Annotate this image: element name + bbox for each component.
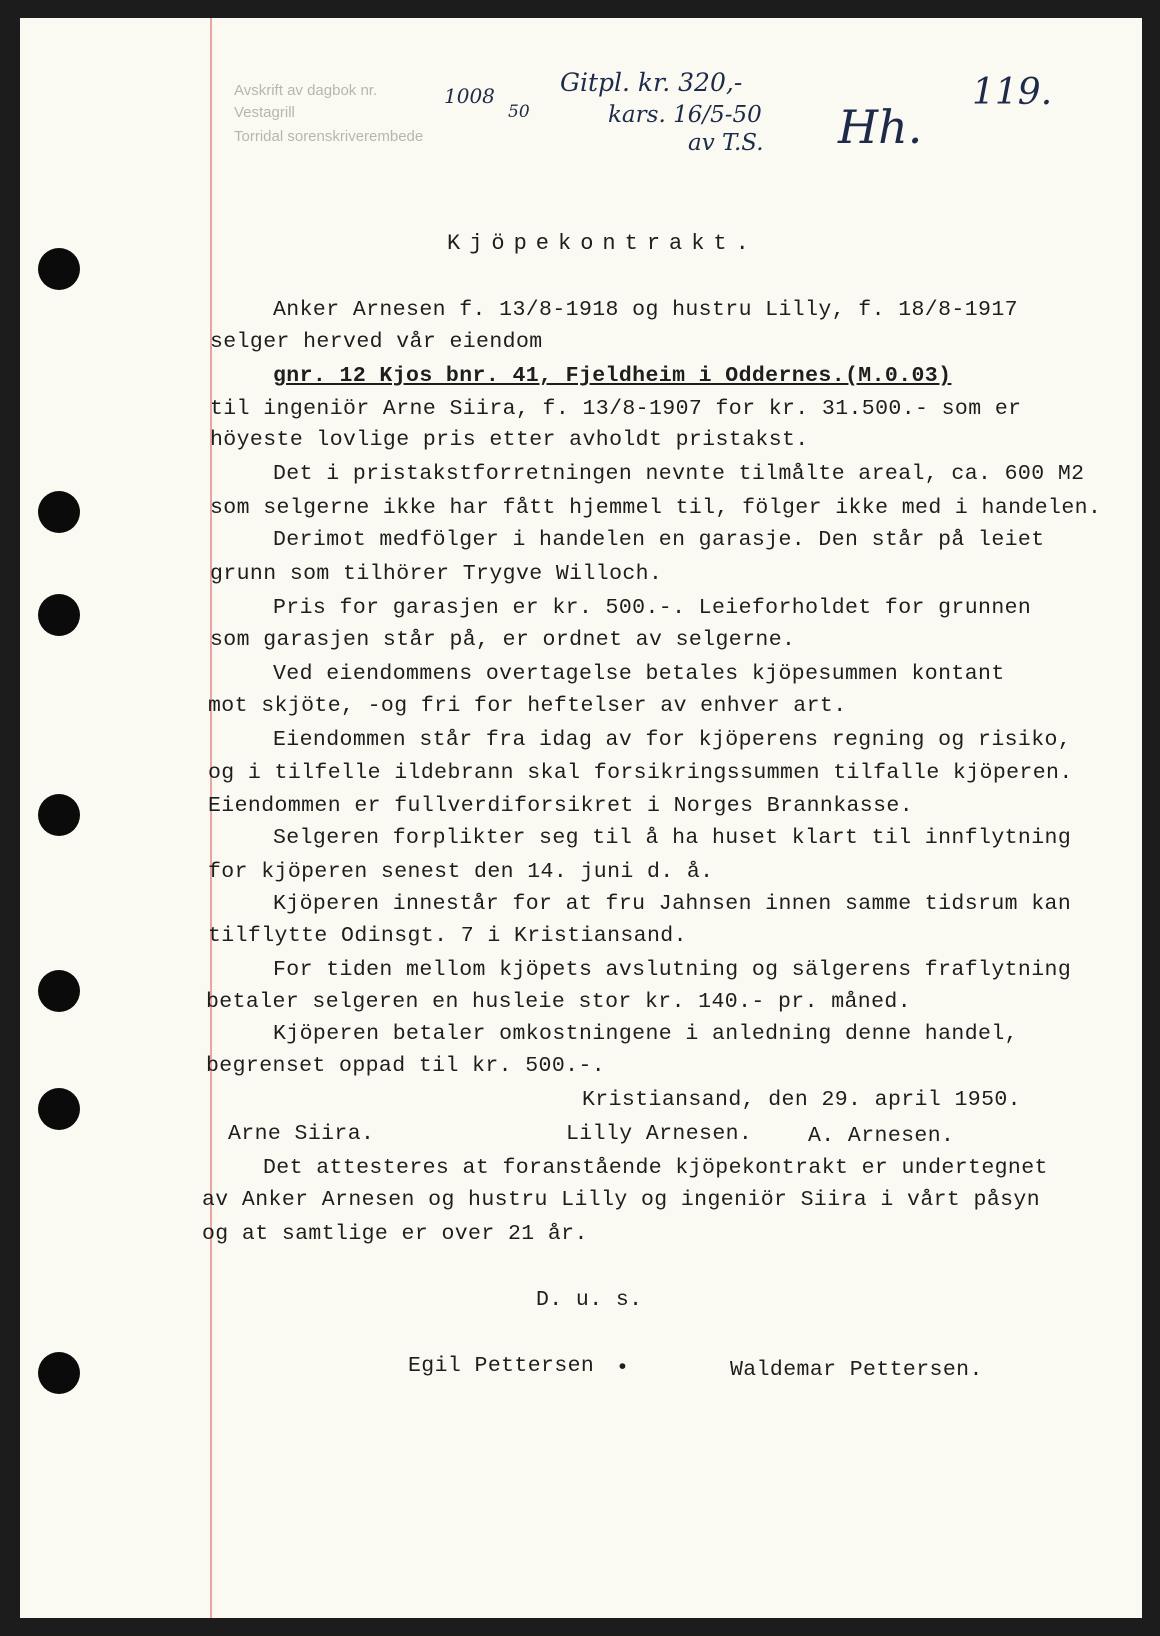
- punch-hole: [38, 794, 80, 836]
- document-page: [20, 18, 1142, 1618]
- signature-seller: Lilly Arnesen.: [566, 1122, 753, 1146]
- body-line: tilflytte Odinsgt. 7 i Kristiansand.: [208, 924, 687, 948]
- witness-signature: Egil Pettersen: [408, 1354, 595, 1378]
- body-line: Anker Arnesen f. 13/8-1918 og hustru Lilly, f. 18/8-1917: [273, 298, 1018, 322]
- punch-hole: [38, 491, 80, 533]
- body-line: og i tilfelle ildebrann skal forsikringssummen tilfalle kjöperen.: [208, 761, 1073, 785]
- page-number: 119.: [972, 72, 1053, 113]
- body-line: grunn som tilhörer Trygve Willoch.: [210, 562, 663, 586]
- punch-hole: [38, 1088, 80, 1130]
- body-line: For tiden mellom kjöpets avslutning og sälgerens fraflytning: [273, 958, 1072, 982]
- body-line: Pris for garasjen er kr. 500.-. Leieforholdet for grunnen: [273, 596, 1032, 620]
- document-title: Kjöpekontrakt.: [447, 231, 758, 256]
- punch-hole: [38, 1352, 80, 1394]
- body-line: til ingeniör Arne Siira, f. 13/8-1907 for kr. 31.500.- som er: [210, 397, 1022, 421]
- handwritten-reference: av T.S.: [688, 130, 764, 156]
- body-line: Eiendommen er fullverdiforsikret i Norges Brannkasse.: [208, 794, 914, 818]
- attestation-line: og at samtlige er over 21 år.: [202, 1222, 588, 1246]
- punch-hole: [38, 594, 80, 636]
- margin-line: [210, 18, 212, 1618]
- body-line: som selgerne ikke har fått hjemmel til, fölger ikke med i handelen.: [210, 496, 1102, 520]
- body-line: for kjöperen senest den 14. juni d. å.: [208, 860, 714, 884]
- handwritten-initials: Hh.: [838, 100, 923, 154]
- place-date: Kristiansand, den 29. april 1950.: [582, 1088, 1021, 1112]
- body-line: som garasjen står på, er ordnet av selgerne.: [210, 628, 796, 652]
- stamp-line: Avskrift av dagbok nr.: [234, 82, 378, 99]
- stamp-line: Torridal sorenskriverembede: [234, 128, 424, 145]
- handwritten-reference: Gitpl. kr. 320,-: [560, 68, 743, 97]
- witness-separator: •: [616, 1356, 630, 1380]
- body-line: Kjöperen betaler omkostningene i anledning denne handel,: [273, 1022, 1018, 1046]
- handwritten-year: 50: [508, 102, 530, 122]
- body-line: selger herved vår eiendom: [210, 330, 543, 354]
- body-line: mot skjöte, -og fri for heftelser av enhver art.: [208, 694, 847, 718]
- body-line: Selgeren forplikter seg til å ha huset klart til innflytning: [273, 826, 1072, 850]
- body-line: Eiendommen står fra idag av for kjöperens regning og risiko,: [273, 728, 1072, 752]
- property-designation: gnr. 12 Kjos bnr. 41, Fjeldheim i Oddernes.(M.0.03): [273, 364, 952, 388]
- body-line: Det i pristakstforretningen nevnte tilmålte areal, ca. 600 M2: [273, 462, 1085, 486]
- witness-signature: Waldemar Pettersen.: [730, 1358, 983, 1382]
- handwritten-number: 1008: [444, 84, 495, 108]
- signature-seller: A. Arnesen.: [808, 1124, 955, 1148]
- punch-hole: [38, 248, 80, 290]
- closing: D. u. s.: [536, 1288, 643, 1312]
- body-line: Kjöperen innestår for at fru Jahnsen innen samme tidsrum kan: [273, 892, 1072, 916]
- body-line: begrenset oppad til kr. 500.-.: [206, 1054, 606, 1078]
- body-line: Ved eiendommens overtagelse betales kjöpesummen kontant: [273, 662, 1005, 686]
- handwritten-reference: kars. 16/5-50: [608, 102, 762, 128]
- body-line: betaler selgeren en husleie stor kr. 140.- pr. måned.: [206, 990, 912, 1014]
- signature-buyer: Arne Siira.: [228, 1122, 375, 1146]
- body-line: Derimot medfölger i handelen en garasje. Den står på leiet: [273, 528, 1045, 552]
- attestation-line: Det attesteres at foranstående kjöpekontrakt er undertegnet: [263, 1156, 1048, 1180]
- punch-hole: [38, 970, 80, 1012]
- attestation-line: av Anker Arnesen og hustru Lilly og ingeniör Siira i vårt påsyn: [202, 1188, 1041, 1212]
- stamp-line: Vestagrill: [234, 104, 295, 121]
- body-line: höyeste lovlige pris etter avholdt pristakst.: [210, 428, 809, 452]
